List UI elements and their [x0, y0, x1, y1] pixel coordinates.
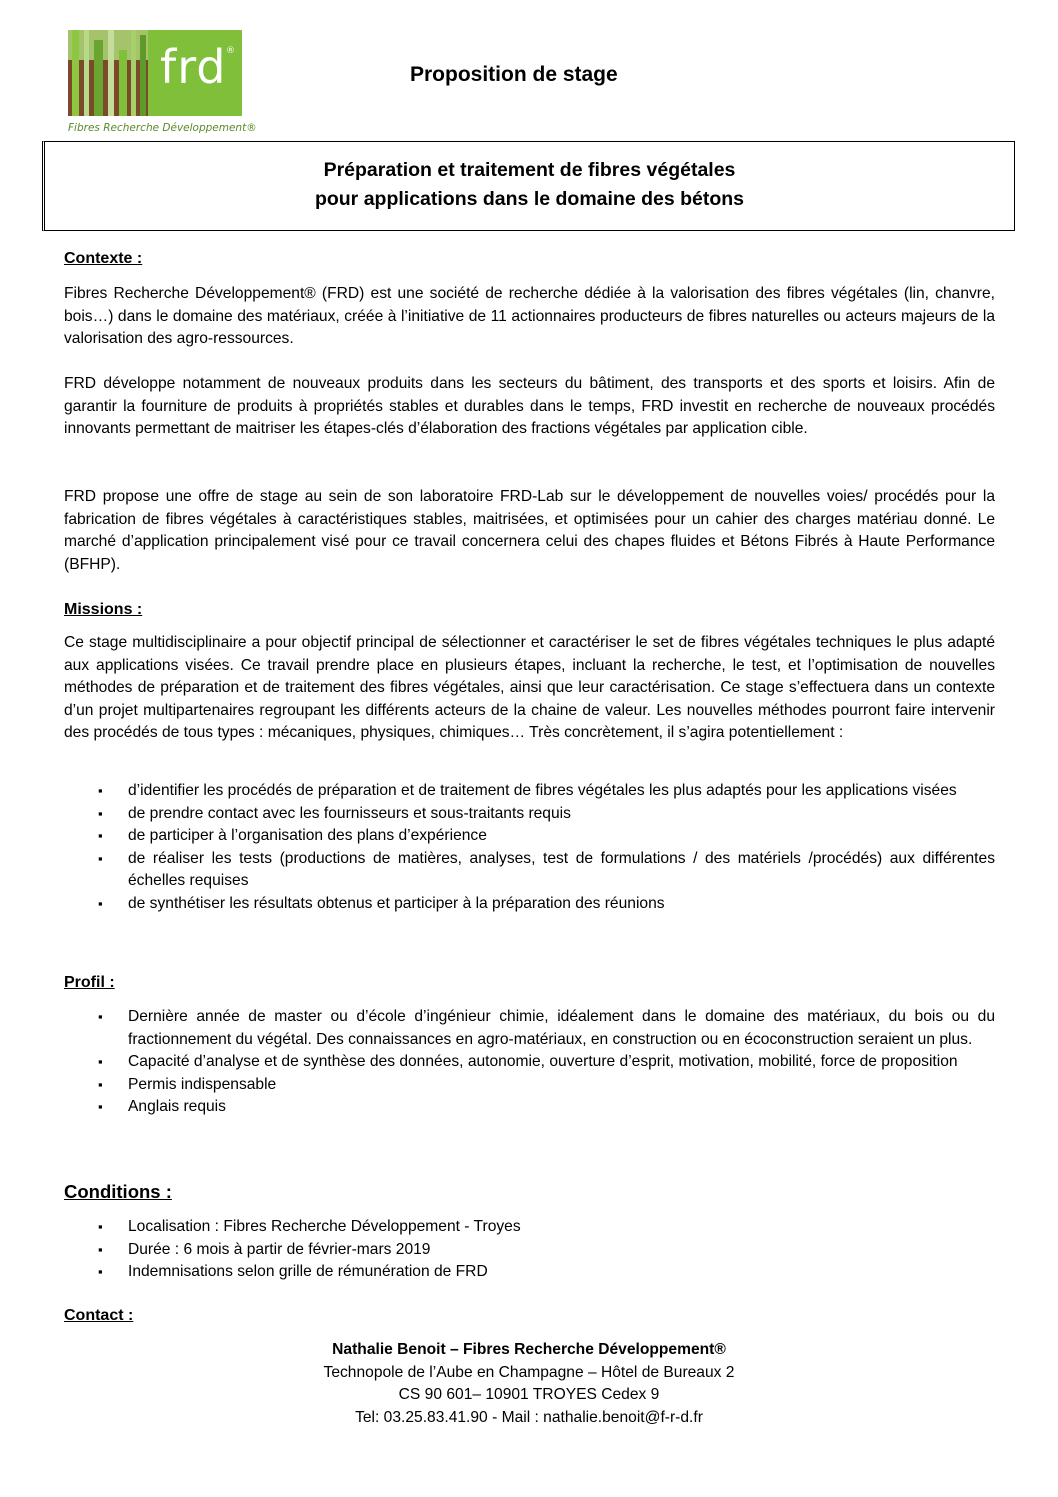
logo-text: frd	[160, 40, 227, 94]
title-line-2: pour applications dans le domaine des bétons	[314, 188, 745, 210]
list-item: ▪ Localisation : Fibres Recherche Développement - Troyes	[64, 1216, 995, 1239]
profil-list	[64, 1006, 995, 1119]
contact-heading: Contact :	[64, 1307, 134, 1324]
contexte-paragraph-3: FRD propose une offre de stage au sein de son laboratoire FRD-Lab sur le développement de nouvelles voies/ procédés pour la fabrication de fibres végétales à caractéristiques stables, maitrisées, et optimisées pour un cahier des charges matériau donné. Le marché d’application principalement visé pour ce travail concernera celui des chapes fluides et Bétons Fibrés à Haute Performance (BFHP).	[64, 488, 995, 573]
title-line-1: Préparation et traitement de fibres végétales	[323, 159, 736, 181]
document-type: Proposition de stage	[410, 63, 618, 86]
list-item: ▪ de synthétiser les résultats obtenus et participer à la préparation des réunions	[64, 893, 995, 916]
list-item: ▪ de réaliser les tests (productions de matières, analyses, test de formulations / des matériels /procédés) aux différentes échelles requises	[64, 848, 995, 893]
list-item: ▪ d’identifier les procédés de préparation et de traitement de fibres végétales les plus adaptés pour les applications visées	[64, 780, 995, 803]
list-item: ▪ de participer à l’organisation des plans d’expérience	[64, 825, 995, 848]
contact-phone-mail: Tel: 03.25.83.41.90 - Mail : nathalie.benoit@f-r-d.fr	[355, 1408, 703, 1426]
list-item: ▪ Anglais requis	[64, 1096, 995, 1119]
conditions-list	[64, 1216, 995, 1284]
frd-logo	[64, 30, 257, 136]
contexte-paragraph-1: Fibres Recherche Développement® (FRD) est une société de recherche dédiée à la valorisation des fibres végétales (lin, chanvre, bois…) dans le domaine des matériaux, créée à l’initiative de 11 actionnaires producteurs de fibres naturelles ou acteurs majeurs de la valorisation des agro-ressources.	[64, 285, 995, 348]
logo-tagline: Fibres Recherche Développement®	[68, 122, 257, 134]
logo-registered-mark: ®	[226, 46, 235, 56]
contact-address-line-1: Technopole de l’Aube en Champagne – Hôtel de Bureaux 2	[323, 1363, 735, 1381]
contexte-paragraph-2: FRD développe notamment de nouveaux produits dans les secteurs du bâtiment, des transports et des sports et loisirs. Afin de garantir la fourniture de produits à propriétés stables et durables dans le temps, FRD investit en recherche de nouveaux procédés innovants permettant de maitriser les étapes-clés d’élaboration des fractions végétales par application cible.	[64, 375, 995, 438]
profil-heading: Profil :	[64, 974, 115, 991]
conditions-heading: Conditions :	[64, 1181, 172, 1202]
missions-heading: Missions :	[64, 601, 143, 618]
contact-name: Nathalie Benoit – Fibres Recherche Développement®	[332, 1341, 726, 1358]
list-item: ▪ Dernière année de master ou d’école d’ingénieur chimie, idéalement dans le domaine des matériaux, du bois ou du fractionnement du végétal. Des connaissances en agro-matériaux, en construction ou en écoconstruction seraient un plus.	[64, 1006, 995, 1051]
missions-intro: Ce stage multidisciplinaire a pour objectif principal de sélectionner et caractériser le set de fibres végétales techniques le plus adapté aux applications visées. Ce travail prendre place en plusieurs étapes, incluant la recherche, le test, et l’optimisation de nouvelles méthodes de préparation et de traitement des fibres végétales, ainsi que leur caractérisation. Ce stage s’effectuera dans un contexte d’un projet multipartenaires regroupant les différents acteurs de la chaine de valeur. Les nouvelles méthodes pourront faire intervenir des procédés de tous types : mécaniques, physiques, chimiques… Très concrètement, il s’agira potentiellement :	[64, 634, 995, 742]
list-item: ▪ Durée : 6 mois à partir de février-mars 2019	[64, 1239, 995, 1262]
list-item: ▪ Indemnisations selon grille de rémunération de FRD	[64, 1261, 995, 1284]
list-item: ▪ Capacité d’analyse et de synthèse des données, autonomie, ouverture d’esprit, motivation, mobilité, force de proposition	[64, 1051, 995, 1074]
contact-block	[0, 1339, 1058, 1429]
missions-list	[64, 780, 995, 916]
title-box	[42, 141, 1015, 231]
list-item: ▪ de prendre contact avec les fournisseurs et sous-traitants requis	[64, 803, 995, 826]
contexte-heading: Contexte :	[64, 250, 143, 267]
logo-plant-image	[68, 30, 148, 116]
contact-address-line-2: CS 90 601– 10901 TROYES Cedex 9	[398, 1386, 660, 1404]
list-item: ▪ Permis indispensable	[64, 1074, 995, 1097]
